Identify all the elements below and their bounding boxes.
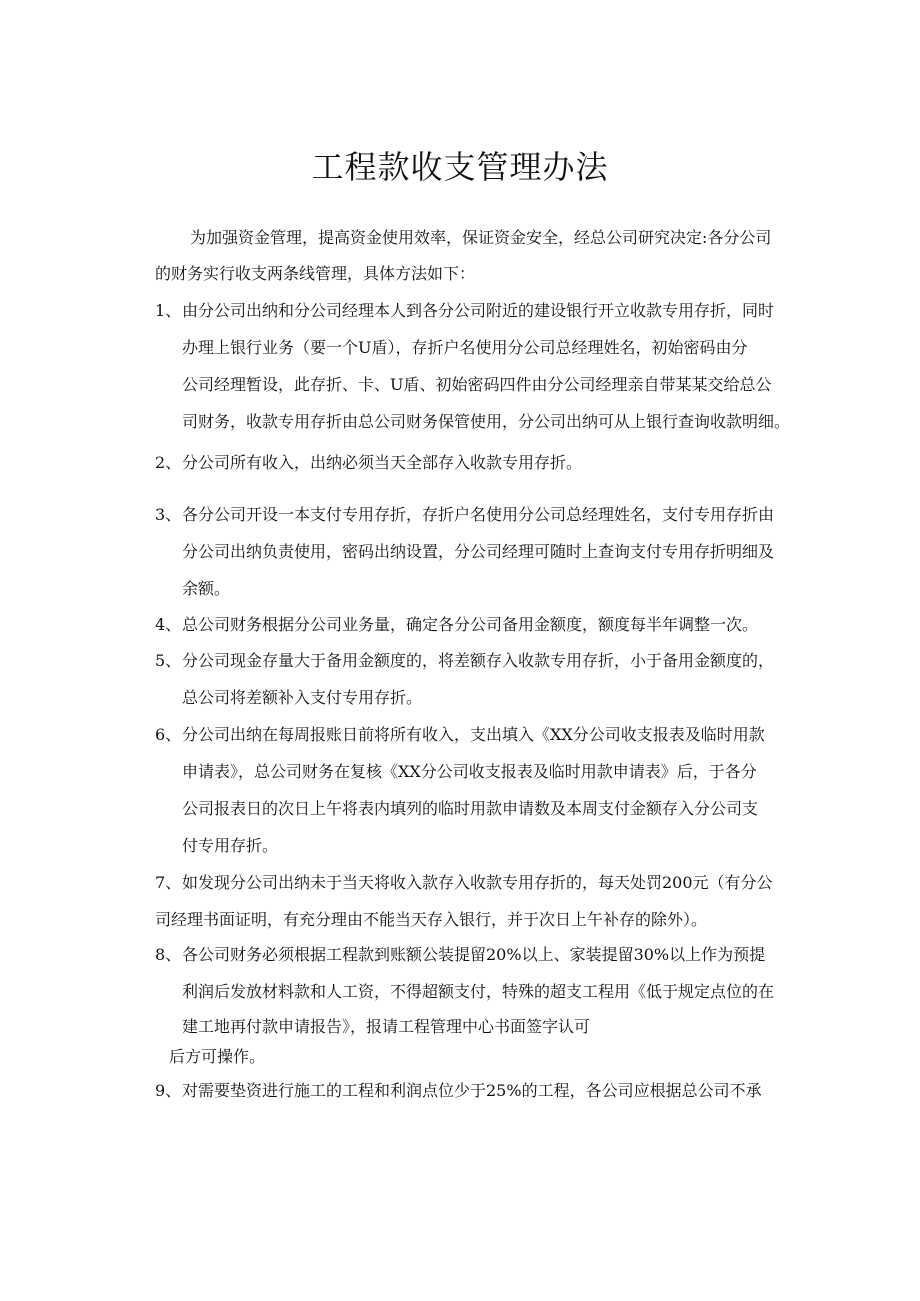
list-item-8 [155, 936, 815, 1070]
item-text-line: 各公司财务必须根据工程款到账额公装提留20%以上、家装提留30%以上作为预提 [182, 945, 766, 964]
item-text-line: 各分公司开设一本支付专用存折，存折户名使用分公司总经理姓名，支付专用存折由 [182, 505, 775, 524]
item-text-line: 对需要垫资进行施工的工程和利润点位少于25%的工程，各公司应根据总公司不承 [182, 1081, 762, 1100]
list-item-7 [155, 864, 815, 938]
item-text-line: 司财务，收款专用存折由总公司财务保管使用，分公司出纳可从上银行查询收款明细。 [182, 412, 791, 431]
item-number: 8、 [155, 945, 182, 964]
item-text-line: 司经理书面证明，有充分理由不能当天存入银行，并于次日上午补存的除外）。 [155, 910, 708, 929]
item-text-line: 公司报表日的次日上午将表内填列的临时用款申请数及本周支付金额存入分公司支 [182, 799, 759, 818]
item-number: 1、 [155, 301, 182, 320]
list-item-6 [155, 716, 815, 864]
document-title: 工程款收支管理办法 [311, 148, 609, 186]
item-text-line: 付专用存折。 [182, 836, 279, 855]
list-item-2 [155, 444, 815, 481]
item-text-line: 分公司出纳负责使用，密码出纳设置，分公司经理可随时上查询支付专用存折明细及 [182, 542, 775, 561]
item-number: 6、 [155, 725, 182, 744]
item-text-line: 总公司财务根据分公司业务量，确定各分公司备用金额度，额度每半年调整一次。 [182, 615, 759, 634]
item-text-line: 分公司出纳在每周报账日前将所有收入，支出填入《XX分公司收支报表及临时用款 [182, 725, 765, 744]
list-item-1 [155, 292, 815, 440]
item-number: 3、 [155, 505, 182, 524]
item-number: 7、 [155, 873, 182, 892]
item-text-line: 办理上银行业务（要一个U盾），存折户名使用分公司总经理姓名，初始密码由分 [182, 338, 748, 357]
item-text-line: 分公司所有收入，出纳必须当天全部存入收款专用存折。 [182, 453, 583, 472]
item-number: 5、 [155, 651, 182, 670]
item-text-line: 如发现分公司出纳未于当天将收入款存入收款专用存折的，每天处罚200元（有分公 [182, 873, 773, 892]
item-number: 2、 [155, 453, 182, 472]
list-item-9 [155, 1072, 815, 1109]
list-item-3 [155, 496, 815, 607]
list-item-4 [155, 606, 815, 643]
intro-line-1: 为加强资金管理，提高资金使用效率，保证资金安全，经总公司研究决定:各分公司 [190, 228, 772, 247]
list-item-5 [155, 642, 815, 716]
item-text-line: 申请表》，总公司财务在复核《XX分公司收支报表及临时用款申请表》后，于各分 [182, 762, 757, 781]
item-text-line: 后方可操作。 [169, 1047, 266, 1066]
item-number: 9、 [155, 1081, 182, 1100]
item-text-line: 由分公司出纳和分公司经理本人到各分公司附近的建设银行开立收款专用存折，同时 [182, 301, 775, 320]
item-text-line: 总公司将差额补入支付专用存折。 [182, 688, 423, 707]
item-text-line: 分公司现金存量大于备用金额度的，将差额存入收款专用存折，小于备用金额度的， [182, 651, 775, 670]
intro-line-2: 的财务实行收支两条线管理，具体方法如下： [155, 264, 476, 283]
item-text-line: 公司经理暂设，此存折、卡、U盾、初始密码四件由分公司经理亲自带某某交给总公 [182, 375, 772, 394]
item-text-line: 建工地再付款申请报告》，报请工程管理中心书面签字认可 [182, 1017, 591, 1036]
item-text-line: 利润后发放材料款和人工资，不得超额支付，特殊的超支工程用《低于规定点位的在 [182, 982, 775, 1001]
item-number: 4、 [155, 615, 182, 634]
item-text-line: 余额。 [182, 579, 231, 598]
